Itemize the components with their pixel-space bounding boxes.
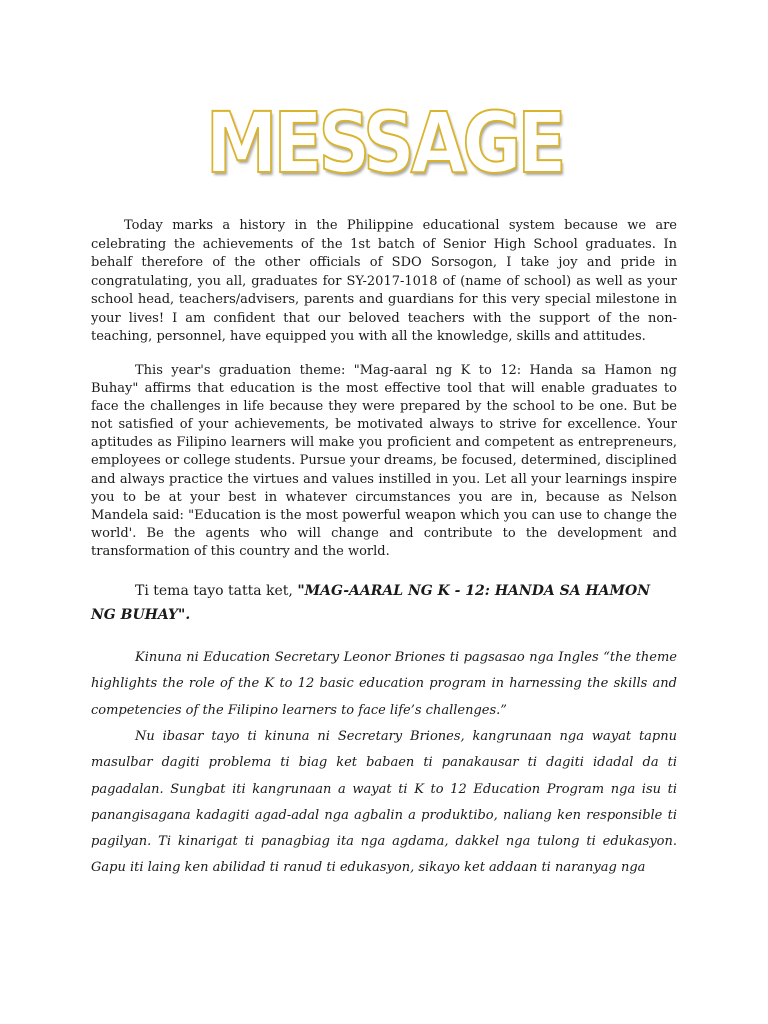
- paragraph-ibasar: Nu ibasar tayo ti kinuna ni Secretary Briones, kangrunaan nga wayat tapnu masulbar dagiti problema ti biag ket babaen ti panakausar ti dagiti idadal da ti pagadalan. Sungbat iti kangrunaan a wayat ti K to 12 Education Program nga isu ti panangisagana kadagiti agad-adal nga agbalin a produktibo, naliang ken responsible ti pagilyan. Ti kinarigat ti panagbiag ita nga agdama, dakkel nga tulong ti edukasyon. Gapu iti laing ken abilidad ti ranud ti edukasyon, sikayo ket addaan ti naranyag nga: [91, 729, 677, 876]
- paragraph-briones-quote: Kinuna ni Education Secretary Leonor Briones ti pagsasao nga Ingles “the theme highlights the role of the K to 12 basic education program in harnessing the skills and competencies of the Filipino learners to face life’s challenges.”: [91, 650, 677, 718]
- paragraph-tema: [91, 579, 677, 627]
- tema-theme-title: "MAG-AARAL NG K - 12: HANDA SA HAMON NG BUHAY".: [91, 583, 651, 623]
- tema-intro: Ti tema tayo tatta ket,: [135, 583, 298, 599]
- paragraph-history: Today marks a history in the Philippine educational system because we are celebrating the achievements of the 1st batch of Senior High School graduates. In behalf therefore of the other officials of SDO Sorsogon, I take joy and pride in congratulating, you all, graduates for SY-2017-1018 of (name of school) as well as your school head, teachers/advisers, parents and guardians for this very special milestone in your lives! I am confident that our beloved teachers with the support of the non-teaching, personnel, have equipped you with all the knowledge, skills and attitudes.: [91, 218, 677, 344]
- document-title: MESSAGE: [205, 94, 563, 192]
- paragraph-graduation-theme: This year's graduation theme: "Mag-aaral ng K to 12: Handa sa Hamon ng Buhay" affirms that education is the most effective tool that will enable graduates to face the challenges in life because they were prepared by the school to be one. But be not satisfied of your achievements, be motivated always to strive for excellence. Your aptitudes as Filipino learners will make you proficient and competent as entrepreneurs, employees or college students. Pursue your dreams, be focused, determined, disciplined and always practice the virtues and values instilled in you. Let all your learnings inspire you to be at your best in whatever circumstances you are in, because as Nelson Mandela said: "Education is the most powerful weapon which you can use to change the world'. Be the agents who will change and contribute to the development and transformation of this country and the world.: [91, 363, 677, 559]
